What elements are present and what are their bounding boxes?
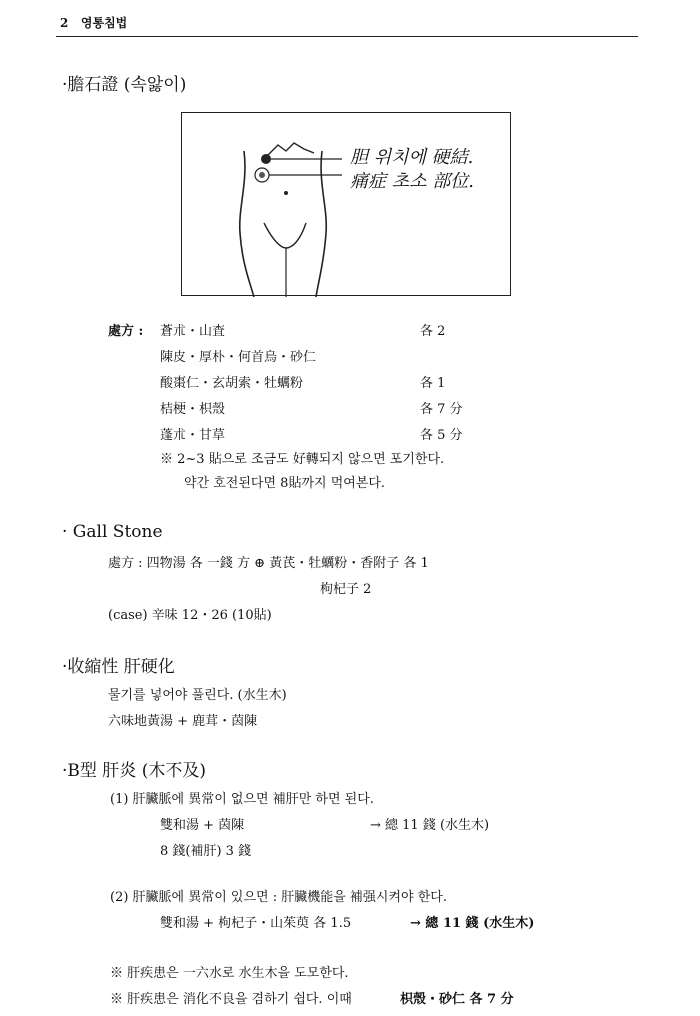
header-rule (56, 36, 638, 37)
formula-total: → 總 11 錢 (水生木) (370, 818, 490, 833)
section-title-gall-stone: · Gall Stone (62, 522, 163, 542)
page-header (60, 14, 127, 31)
dose-line: 8 錢(補肝) 3 錢 (160, 844, 252, 859)
herb-row: 蒼朮・山査 (160, 324, 226, 339)
torso-sketch (182, 113, 512, 297)
figure-label-hardening: 胆 위치에 硬結. (350, 147, 474, 168)
formula-line: 雙和湯 + 茵陳 (160, 818, 245, 833)
dose: 各 1 (420, 376, 446, 391)
herb-row: 陳皮・厚朴・何首烏・砂仁 (160, 350, 317, 365)
note: ※ 肝疾患은 消化不良을 겸하기 쉽다. 이때 (110, 992, 352, 1007)
herb-row: 蓬朮・甘草 (160, 428, 226, 443)
prescription-label: 處方 : (108, 324, 144, 339)
prescription-line: 處方 : 四物湯 各 一錢 方 ⊕ 黃芪・牡蠣粉・香附子 各 1 (108, 556, 429, 571)
figure-label-pain-site: 痛症 초소 部位. (350, 171, 474, 192)
formula-line: 雙和湯 + 枸杞子・山茱萸 各 1.5 (160, 916, 352, 931)
section-title-cirrhosis: ·收縮性 肝硬化 (62, 657, 175, 677)
prescription-line: 枸杞子 2 (320, 582, 372, 597)
section-title-hepatitis: ·B型 肝炎 (木不及) (62, 761, 206, 781)
note: 약간 호전된다면 8貼까지 먹여본다. (184, 476, 386, 491)
formula-total: → 總 11 錢 (水生木) (410, 916, 535, 931)
case-line: (case) 辛味 12・26 (10貼) (108, 608, 272, 623)
herb-row: 桔梗・枳殼 (160, 402, 226, 417)
herb-row: 酸棗仁・玄胡索・牡蠣粉 (160, 376, 304, 391)
dose: 各 7 分 (420, 402, 463, 417)
dose: 各 2 (420, 324, 446, 339)
body-diagram (181, 112, 511, 296)
note: ※ 2~3 貼으로 조금도 好轉되지 않으면 포기한다. (160, 452, 445, 467)
formula-line: 六味地黃湯 + 鹿茸・茵陳 (108, 714, 258, 729)
text-line: 물기를 넣어야 풀린다. (水生木) (108, 688, 287, 703)
item-2: (2) 肝臟脈에 異常이 있으면 : 肝臟機能을 補强시켜야 한다. (110, 890, 447, 905)
note-emphasis: 枳殼・砂仁 各 7 分 (400, 992, 514, 1007)
book-title: 영통침법 (80, 16, 128, 30)
note: ※ 肝疾患은 一六水로 水生木을 도모한다. (110, 966, 349, 981)
section-title-gallstone: ·膽石證 (속앓이) (62, 75, 187, 95)
page-number: 2 (60, 16, 69, 30)
item-1: (1) 肝臟脈에 異常이 없으면 補肝만 하면 된다. (110, 792, 374, 807)
dose: 各 5 分 (420, 428, 463, 443)
